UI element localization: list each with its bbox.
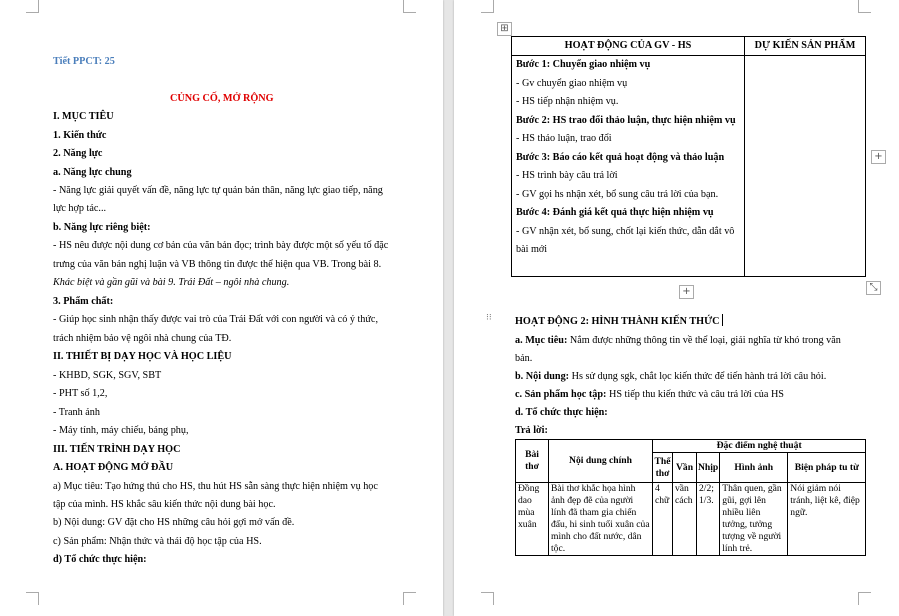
crop-mark xyxy=(26,0,39,13)
cell-devices[interactable]: Nói giảm nói tránh, liệt kê, điệp ngữ. xyxy=(788,483,866,556)
add-row-icon[interactable]: + xyxy=(679,285,694,299)
text-line: a. Năng lực chung xyxy=(53,167,132,178)
text-line: II. THIẾT BỊ DẠY HỌC VÀ HỌC LIỆU xyxy=(53,351,232,362)
text-line xyxy=(515,350,532,368)
text-line: d) Tổ chức thực hiện: xyxy=(53,554,147,565)
step-item: - HS trình bày câu trả lời xyxy=(516,170,618,181)
crop-mark xyxy=(481,592,494,605)
step-heading: Bước 3: Báo cáo kết quả hoạt động và thảo luận xyxy=(516,151,725,163)
text-line: 2. Năng lực xyxy=(53,148,103,159)
poem-analysis-table xyxy=(515,439,866,556)
col-poem: Bài thơ xyxy=(516,440,549,483)
text-line: I. MỤC TIÊU xyxy=(53,111,114,122)
text-line: Tiết PPCT: 25 xyxy=(53,56,115,67)
cell-poem[interactable]: Đồng dao mùa xuân xyxy=(516,483,549,556)
table-header-activity: HOẠT ĐỘNG CỦA GV - HS xyxy=(512,37,745,56)
cell-rhythm[interactable]: 2/2; 1/3. xyxy=(697,483,720,556)
table-header-product: DỰ KIẾN SẢN PHẨM xyxy=(745,37,866,56)
step-heading: Bước 2: HS trao đổi thảo luận, thực hiện nhiệm vụ xyxy=(516,114,736,126)
cell-rhyme[interactable]: vần cách xyxy=(673,483,697,556)
line-label: a. Mục tiêu: xyxy=(515,335,568,346)
text-line: b) Nội dung: GV đặt cho HS những câu hỏi gợi mở vấn đề. xyxy=(53,517,295,528)
text-line xyxy=(515,404,608,422)
answer-label: Trả lời: xyxy=(515,425,548,436)
step-heading: Bước 4: Đánh giá kết quả thực hiện nhiệm vụ xyxy=(516,207,714,218)
col-rhyme: Vần xyxy=(673,453,697,483)
text-line: b. Năng lực riêng biệt: xyxy=(53,222,151,233)
col-rhythm: Nhịp xyxy=(697,453,720,483)
activity-table xyxy=(511,36,866,277)
step-item: - Gv chuyển giao nhiệm vụ xyxy=(516,77,628,89)
table-row xyxy=(516,483,866,556)
line-label: b. Nội dung: xyxy=(515,371,570,382)
text-line: III. TIẾN TRÌNH DẠY HỌC xyxy=(53,444,181,455)
step-heading: Bước 1: Chuyển giao nhiệm vụ xyxy=(516,59,651,70)
text-line: - Máy tính, máy chiếu, bảng phụ, xyxy=(53,425,189,436)
step-item: - HS tiếp nhận nhiệm vụ. xyxy=(516,96,619,107)
text-line: tập của mình. HS khắc sâu kiến thức nội dung bài học. xyxy=(53,499,276,510)
table-cell-product[interactable] xyxy=(745,56,866,277)
table-cell-activity[interactable] xyxy=(512,56,745,277)
text-line: c) Sản phẩm: Nhận thức và thái độ học tập của HS. xyxy=(53,536,262,547)
text-line: 3. Phẩm chất: xyxy=(53,296,114,307)
line-text: bản. xyxy=(515,353,533,364)
line-label: c. Sản phẩm học tập: xyxy=(515,389,607,400)
step-item: - GV nhận xét, bổ sung, chốt lại kiến thức, dẫn dắt vô bài mới xyxy=(516,225,735,255)
text-line xyxy=(515,332,841,350)
crop-mark xyxy=(403,0,416,13)
col-devices: Biện pháp tu từ xyxy=(788,453,866,483)
step-item: - HS thảo luận, trao đổi xyxy=(516,133,612,144)
text-line: lực hợp tác... xyxy=(53,203,107,214)
line-label: d. Tổ chức thực hiện: xyxy=(515,407,608,418)
line-text: Nắm được những thông tin về thể loại, giải nghĩa từ khó trong văn xyxy=(567,335,841,346)
crop-mark xyxy=(403,592,416,605)
text-line: a) Mục tiêu: Tạo hứng thú cho HS, thu hút HS sẵn sàng thực hiện nhiệm vụ học xyxy=(53,481,378,492)
table-resize-icon[interactable]: ⤡ xyxy=(866,281,881,295)
text-line: - Giúp học sinh nhận thấy được vai trò của Trái Đất với con người và có ý thức, xyxy=(53,314,378,325)
add-column-icon[interactable]: + xyxy=(871,150,886,164)
text-line: A. HOẠT ĐỘNG MỞ ĐẦU xyxy=(53,462,174,473)
text-cursor xyxy=(722,314,723,326)
cell-form[interactable]: 4 chữ xyxy=(653,483,673,556)
crop-mark xyxy=(481,0,494,13)
crop-mark xyxy=(26,592,39,605)
text-line: trách nhiệm bảo vệ ngôi nhà chung của TĐ. xyxy=(53,333,232,344)
text-line: trưng của văn bản nghị luận và VB thông tin được thể hiện qua VB. Trong bài 8. xyxy=(53,259,382,270)
text-line: - KHBD, SGK, SGV, SBT xyxy=(53,370,162,381)
drag-handle-icon[interactable]: ⁝⁝ xyxy=(486,313,492,323)
crop-mark xyxy=(858,592,871,605)
cell-content[interactable]: Bài thơ khắc họa hình ảnh đẹp đẽ của người lính đã tham gia chiến đấu, hi sinh tuổi xuân của mình cho đất nước, dân tộc. xyxy=(549,483,653,556)
text-line: Khác biệt và gần gũi và bài 9. Trái Đất – ngôi nhà chung. xyxy=(53,277,290,288)
text-line: - HS nêu được nội dung cơ bản của văn bản đọc; trình bày được một số yếu tố đặc xyxy=(53,240,389,251)
crop-mark xyxy=(858,0,871,13)
text-line xyxy=(515,386,784,404)
table-move-handle-icon[interactable]: ⊞ xyxy=(497,22,512,36)
col-form: Thể thơ xyxy=(653,453,673,483)
text-line: - Năng lực giải quyết vấn đề, năng lực tự quản bản thân, năng lực giao tiếp, năng xyxy=(53,185,383,196)
cell-imagery[interactable]: Thân quen, gần gũi, gợi lên nhiều liên tưởng, tưởng tượng về người lính trẻ. xyxy=(720,483,788,556)
col-group-art: Đặc điểm nghệ thuật xyxy=(653,440,866,453)
section-heading: HOẠT ĐỘNG 2: HÌNH THÀNH KIẾN THỨC xyxy=(515,313,723,331)
step-item: - GV gọi hs nhận xét, bổ sung câu trả lời của bạn. xyxy=(516,188,719,200)
col-imagery: Hình ảnh xyxy=(720,453,788,483)
text-line: - PHT số 1,2, xyxy=(53,388,108,399)
text-line: - Tranh ảnh xyxy=(53,407,100,418)
text-line: 1. Kiến thức xyxy=(53,130,107,141)
line-text: Hs sử dụng sgk, chắt lọc kiến thức để tiến hành trả lời câu hỏi. xyxy=(569,371,827,382)
text-line: CỦNG CỐ, MỞ RỘNG xyxy=(170,93,274,104)
text-line xyxy=(515,368,826,386)
col-content: Nội dung chính xyxy=(549,440,653,483)
line-text: HS tiếp thu kiến thức và câu trả lời của HS xyxy=(606,389,784,400)
